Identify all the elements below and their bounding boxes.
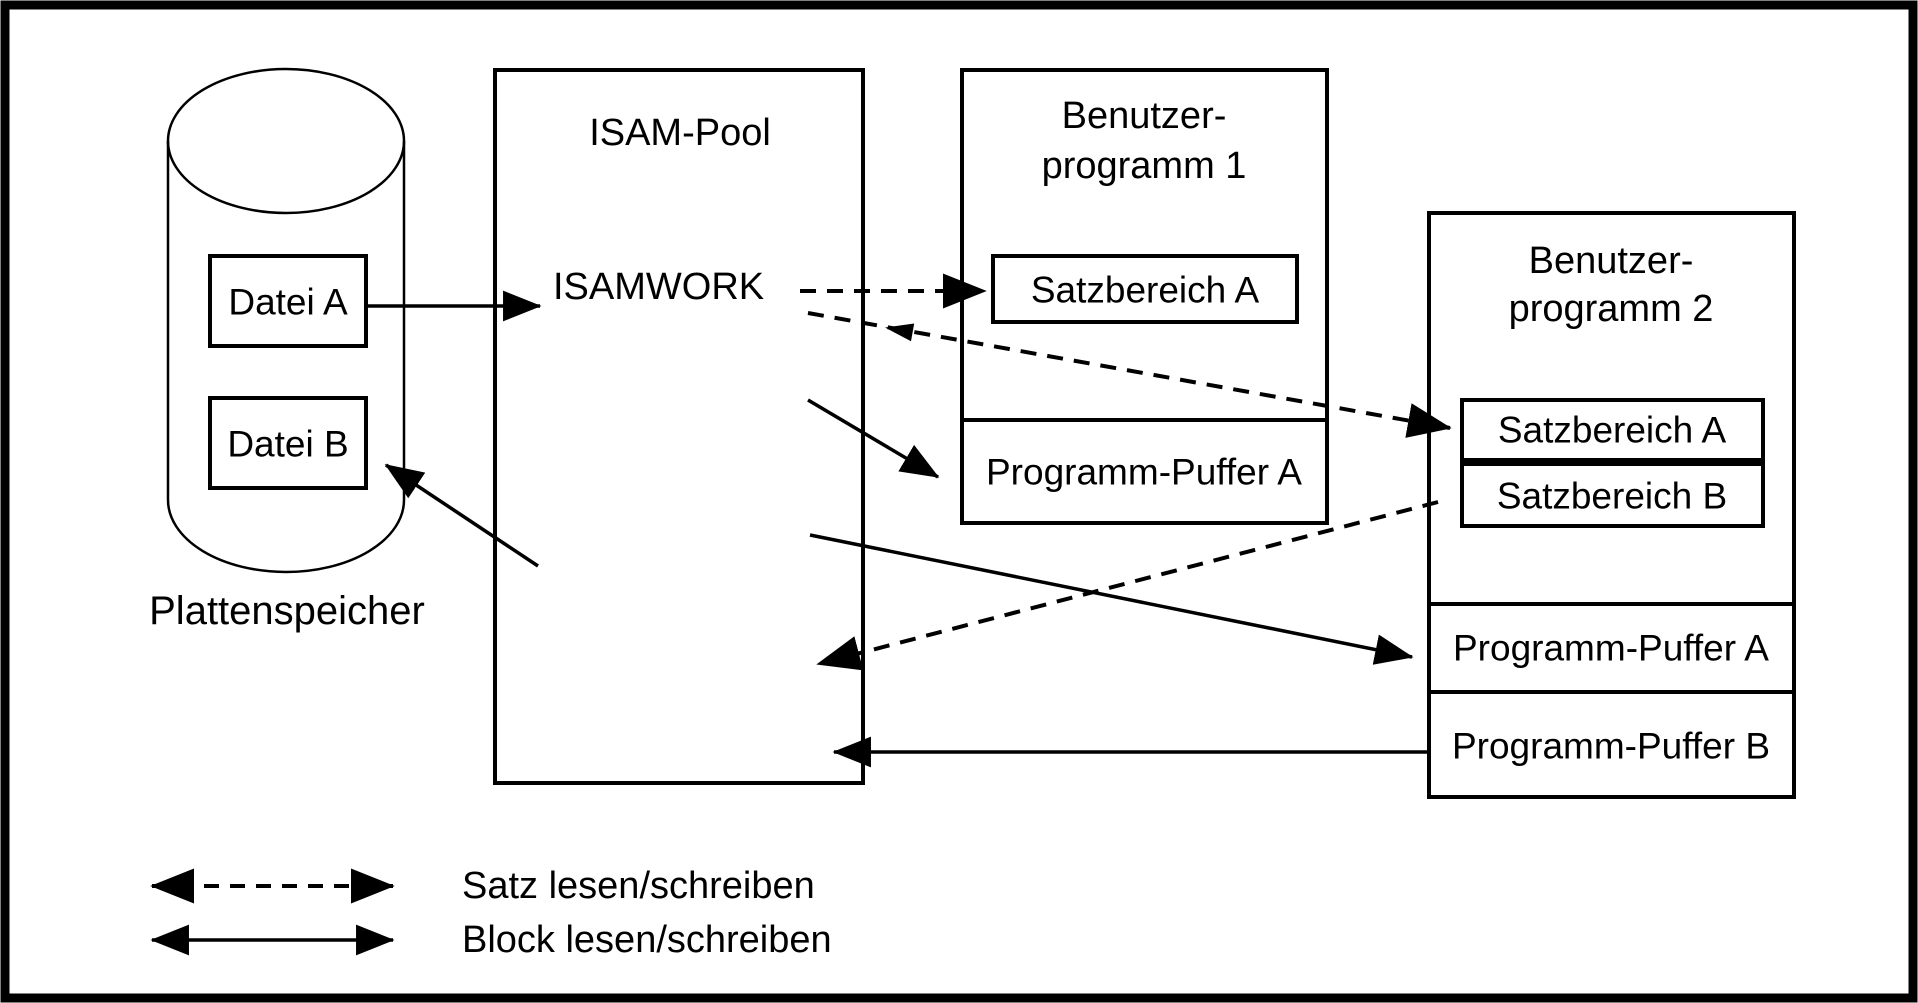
program1-title-line2: programm 1	[1041, 145, 1247, 187]
user-program-1-box	[962, 70, 1327, 523]
program2-satzbereich-b-label: Satzbereich B	[1496, 475, 1728, 517]
isamwork-label: ISAMWORK	[553, 266, 765, 308]
program2-title-line1: Benutzer-	[1528, 240, 1694, 282]
isam-pool-title: ISAM-Pool	[589, 112, 771, 154]
file-a-box	[210, 256, 366, 346]
program2-puffer-a-label: Programm-Puffer A	[1453, 627, 1769, 669]
legend-dashed-label: Satz lesen/schreiben	[462, 865, 815, 907]
user-program-2-box	[1429, 213, 1794, 797]
file-b-label: Datei B	[227, 423, 349, 465]
cylinder-top-ellipse	[168, 69, 404, 213]
legend	[152, 865, 832, 961]
program2-satzbereich-a-label: Satzbereich A	[1497, 409, 1727, 451]
isam-pool-box	[495, 70, 863, 783]
cylinder-bottom-arc	[168, 500, 404, 572]
file-a-label: Datei A	[228, 281, 348, 323]
program2-title-line2: programm 2	[1508, 288, 1714, 330]
program1-puffer-a-label: Programm-Puffer A	[986, 451, 1302, 493]
legend-solid-label: Block lesen/schreiben	[462, 919, 832, 961]
disk-label: Plattenspeicher	[149, 589, 425, 633]
isam-pool-rect	[495, 70, 863, 783]
program1-title-line1: Benutzer-	[1061, 95, 1227, 137]
program1-satzbereich-a-label: Satzbereich A	[1030, 269, 1260, 311]
disk-cylinder	[149, 69, 425, 633]
program2-puffer-b-label: Programm-Puffer B	[1451, 725, 1771, 767]
file-b-box	[210, 398, 366, 488]
arrow-prog2-satzbereichB-to-pool	[818, 502, 1438, 664]
arrow-pool-to-prog2-pufferA	[810, 535, 1412, 657]
